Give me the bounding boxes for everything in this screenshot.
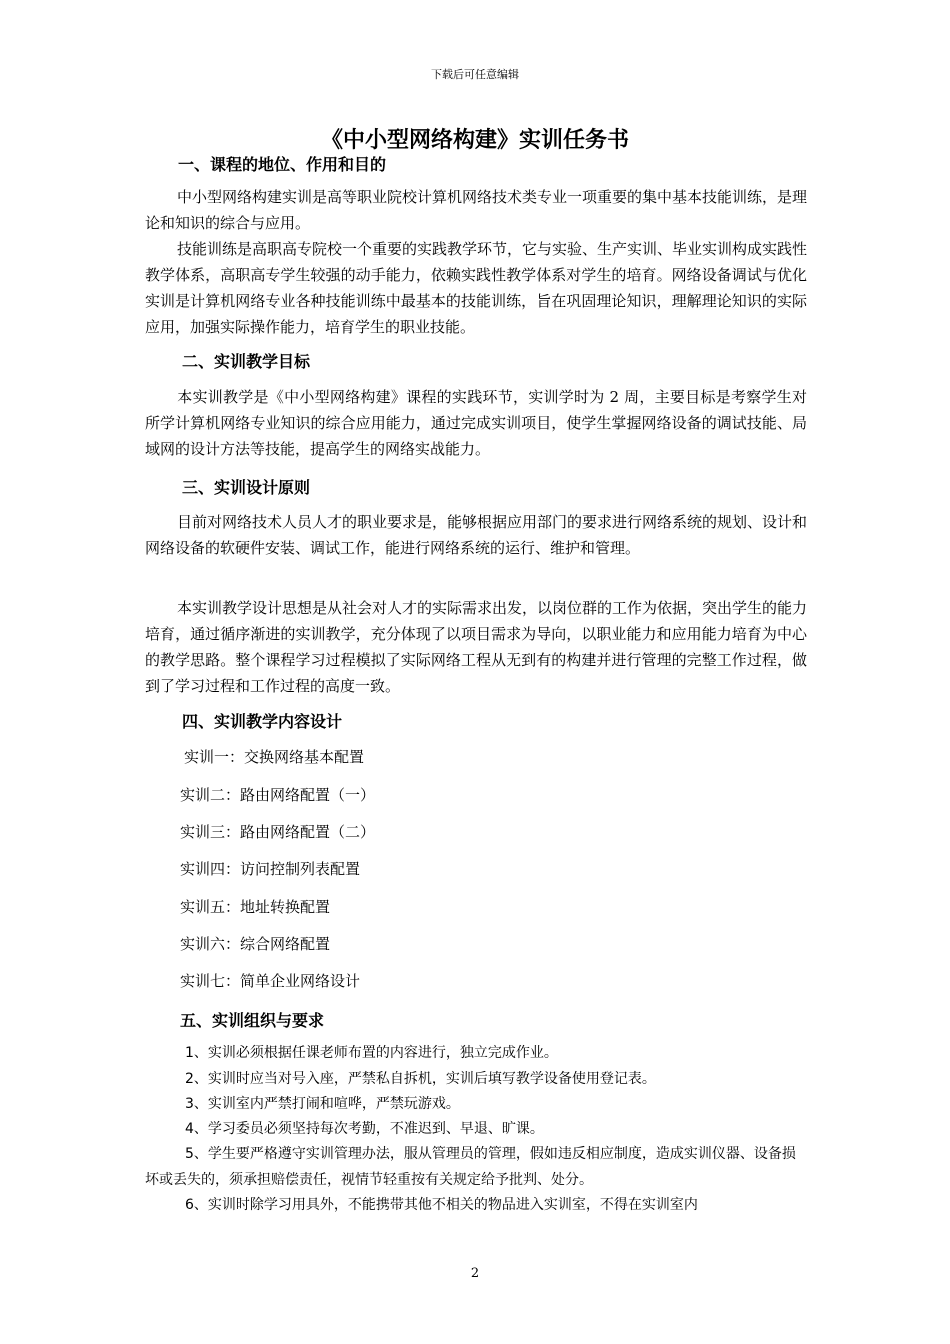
requirement-1: 1、实训必须根据任课老师布置的内容进行，独立完成作业。: [185, 1045, 558, 1061]
section-2-paragraph-1: 本实训教学是《中小型网络构建》课程的实践环节，实训学时为 2 周，主要目标是考察学生对所学计算机网络专业知识的综合应用能力，通过完成实训项目，使学生掌握网络设备的调试技能、局域网的设计方法等技能，提高学生的网络实战能力。: [145, 388, 807, 458]
section-1-paragraph-1: 中小型网络构建实训是高等职业院校计算机网络技术类专业一项重要的集中基本技能训练，是理论和知识的综合与应用。: [145, 188, 808, 232]
training-item-5: 实训五：地址转换配置: [180, 898, 331, 916]
page-number: 2: [470, 1266, 480, 1281]
training-item-4: 实训四：访问控制列表配置: [180, 860, 361, 878]
section-heading-5: 五、实训组织与要求: [180, 1011, 325, 1030]
requirement-4: 4、学习委员必须坚持每次考勤，不准迟到、早退、旷课。: [185, 1121, 544, 1137]
requirement-6: 6、实训时除学习用具外，不能携带其他不相关的物品进入实训室，不得在实训室内: [185, 1197, 698, 1213]
training-item-3: 实训三：路由网络配置（二）: [180, 823, 376, 841]
section-heading-4: 四、实训教学内容设计: [182, 712, 343, 731]
training-item-7: 实训七：简单企业网络设计: [180, 972, 361, 990]
section-3-paragraph-2: 本实训教学设计思想是从社会对人才的实际需求出发，以岗位群的工作为依据，突出学生的能力培育，通过循序渐进的实训教学，充分体现了以项目需求为导向，以职业能力和应用能力培育为中心的教学思路。整个课程学习过程模拟了实际网络工程从无到有的构建并进行管理的完整工作过程，做到了学习过程和工作过程的高度一致。: [145, 599, 808, 695]
page-header: 下载后可任意编辑: [431, 68, 519, 81]
section-1-paragraph-2: 技能训练是高职高专院校一个重要的实践教学环节，它与实验、生产实训、毕业实训构成实践性教学体系，高职高专学生较强的动手能力，依赖实践性教学体系对学生的培育。网络设备调试与优化实训是计算机网络专业各种技能训练中最基本的技能训练，旨在巩固理论知识，理解理论知识的实际应用，加强实际操作能力，培育学生的职业技能。: [145, 240, 808, 336]
training-item-2: 实训二：路由网络配置（一）: [180, 786, 376, 804]
training-item-6: 实训六：综合网络配置: [180, 935, 331, 953]
requirement-3: 3、实训室内严禁打闹和喧哗，严禁玩游戏。: [185, 1096, 460, 1112]
requirement-5: 5、学生要严格遵守实训管理办法，服从管理员的管理，假如违反相应制度，造成实训仪器、设备损坏或丢失的，须承担赔偿责任，视情节轻重按有关规定给予批判、处分。: [145, 1146, 796, 1188]
section-heading-3: 三、实训设计原则: [182, 478, 311, 497]
section-3-paragraph-1: 目前对网络技术人员人才的职业要求是，能够根据应用部门的要求进行网络系统的规划、设计和网络设备的软硬件安装、调试工作，能进行网络系统的运行、维护和管理。: [145, 513, 808, 557]
training-item-1: 实训一：交换网络基本配置: [184, 748, 365, 766]
document-title: 《中小型网络构建》实训任务书: [320, 127, 629, 153]
section-heading-2: 二、实训教学目标: [182, 352, 311, 371]
requirement-2: 2、实训时应当对号入座，严禁私自拆机，实训后填写教学设备使用登记表。: [185, 1071, 656, 1087]
section-heading-1: 一、课程的地位、作用和目的: [178, 155, 387, 174]
